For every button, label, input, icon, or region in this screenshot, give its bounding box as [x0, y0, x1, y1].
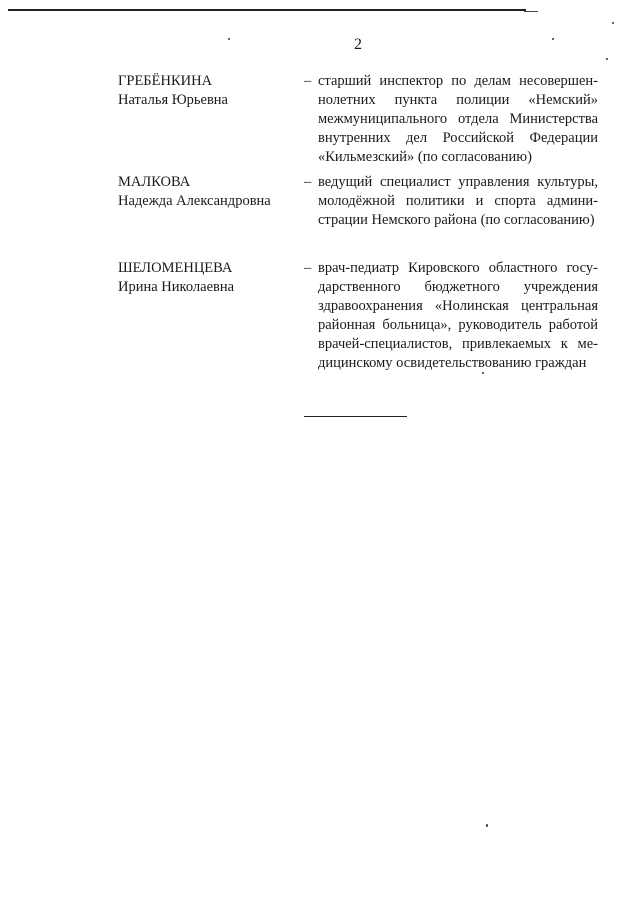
- member-name: [118, 72, 298, 110]
- scan-edge-line: [8, 9, 526, 11]
- member-name: [118, 173, 298, 211]
- member-given-names: Ирина Николаевна: [118, 279, 235, 295]
- entry-dash: –: [304, 260, 312, 276]
- entry-dash: –: [304, 174, 312, 190]
- member-surname: ШЕЛОМЕНЦЕВА: [118, 260, 233, 276]
- scan-speck: [486, 824, 488, 827]
- scan-speck: [612, 22, 614, 24]
- member-position: ведущий специалист управления культуры, молодёжной политики и спорта администрации Немского района (по согласованию): [318, 174, 598, 228]
- member-given-names: Надежда Александровна: [118, 193, 271, 209]
- member-name: [118, 259, 298, 297]
- scan-speck: [552, 38, 554, 40]
- scan-edge-line-fragment: [524, 11, 538, 12]
- member-given-names: Наталья Юрьевна: [118, 92, 228, 108]
- end-of-list-rule: [304, 416, 407, 417]
- scan-speck: [606, 58, 608, 60]
- member-position: старший инспектор по делам несовершеннолетних пункта полиции «Немский» межмуниципального отдела Министерства внутренних дел Российской Федерации «Кильмезский» (по согласованию): [318, 73, 598, 165]
- entry-dash: –: [304, 73, 312, 89]
- scan-speck: [228, 38, 230, 40]
- member-surname: ГРЕБЁНКИНА: [118, 73, 213, 89]
- scan-speck: [482, 372, 484, 374]
- page-number: 2: [354, 36, 362, 53]
- member-position: врач-педиатр Кировского областного государственного бюджетного учреждения здравоохранения «Нолинская центральная районная больница», руководитель работой врачей-специалистов, привлекаемых к медицинскому освидетельствованию граждан: [318, 260, 598, 371]
- member-surname: МАЛКОВА: [118, 174, 191, 190]
